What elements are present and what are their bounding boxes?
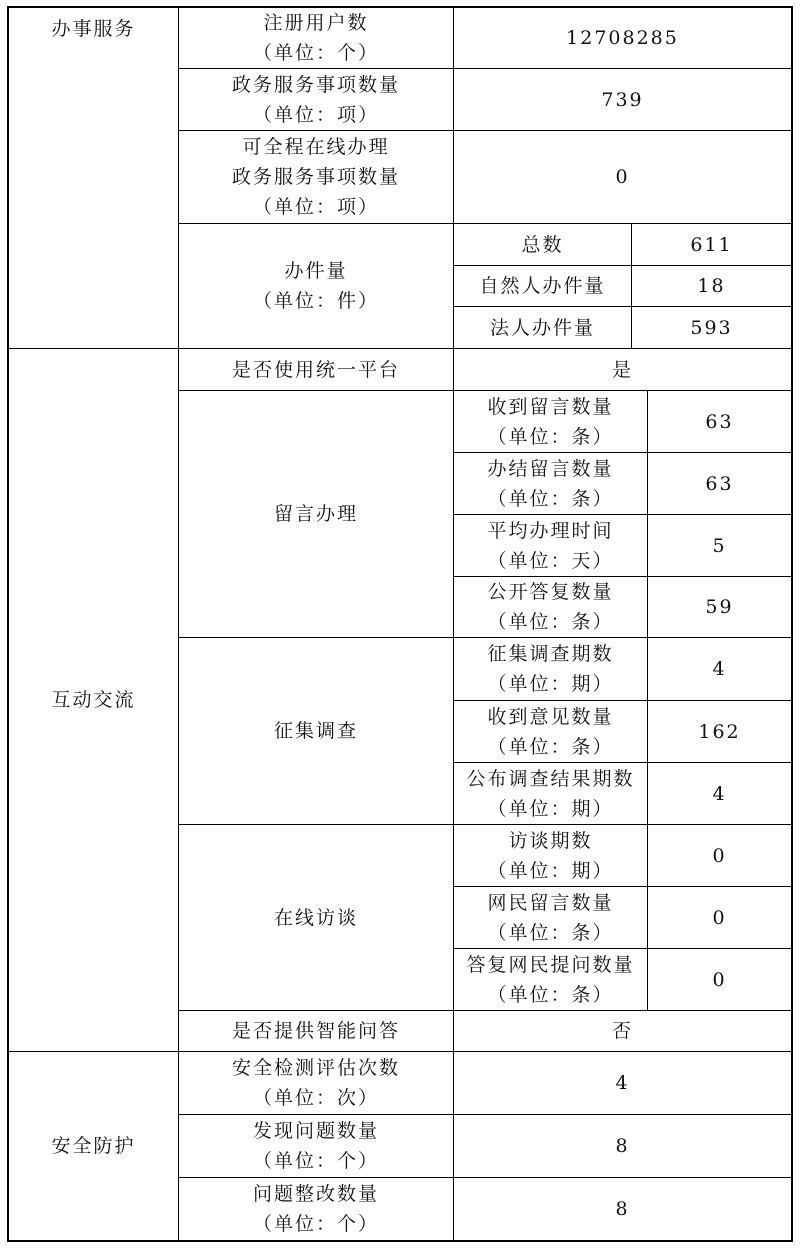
row-label: 发现问题数量 xyxy=(252,1120,379,1142)
survey-results-value-cell xyxy=(648,763,791,824)
row-value: 611 xyxy=(690,233,733,256)
messages-avg-time-value-cell xyxy=(648,515,791,576)
interview-periods-value-cell xyxy=(648,825,791,886)
online-items-label-cell xyxy=(179,131,453,223)
smart-qa-label-cell xyxy=(179,1011,453,1051)
row-label: 问题整改数量 xyxy=(252,1183,379,1205)
row-label: 征集调查期数 xyxy=(487,643,614,665)
messages-avg-time-label-cell xyxy=(454,515,647,576)
survey-group-label-cell xyxy=(179,638,453,824)
row-label: 政务服务事项数量 xyxy=(231,166,400,188)
row-value: 12708285 xyxy=(566,27,679,49)
cases-total-label-cell xyxy=(454,224,631,265)
messages-completed-label-cell xyxy=(454,453,647,514)
messages-received-label-cell xyxy=(454,391,647,452)
row-unit: （单位：个） xyxy=(252,1213,379,1235)
registered-users-label-cell xyxy=(179,8,453,68)
service-items-label-cell xyxy=(179,69,453,130)
cases-natural-label-cell xyxy=(454,266,631,306)
section-header-interaction xyxy=(9,349,178,1051)
row-unit: （单位：项） xyxy=(252,196,379,218)
smart-qa-value-cell xyxy=(454,1011,791,1051)
unified-platform-value-cell xyxy=(454,349,791,390)
row-label: 法人办件量 xyxy=(489,316,595,339)
row-value: 63 xyxy=(705,472,734,495)
section-label: 办事服务 xyxy=(51,18,136,40)
row-label: 公布调查结果期数 xyxy=(466,767,635,790)
row-value: 59 xyxy=(705,596,734,618)
row-value: 4 xyxy=(615,1072,630,1094)
table-border-right xyxy=(791,6,793,1242)
service-items-value-cell xyxy=(454,69,791,130)
issues-fixed-label-cell xyxy=(179,1178,453,1240)
section-label: 安全防护 xyxy=(51,1135,136,1157)
messages-public-replies-value-cell xyxy=(648,577,791,637)
row-unit: （单位：期） xyxy=(487,859,614,882)
cases-natural-value-cell xyxy=(632,266,791,306)
row-label: 自然人办件量 xyxy=(479,275,606,297)
row-unit: （单位：次） xyxy=(252,1087,379,1109)
section-header-security xyxy=(9,1052,178,1240)
interview-group-label-cell xyxy=(179,825,453,1010)
table-border-bottom xyxy=(7,1240,793,1242)
row-value: 否 xyxy=(611,1020,633,1042)
row-value: 8 xyxy=(615,1198,630,1220)
row-label: 收到意见数量 xyxy=(487,705,614,728)
interview-answers-value-cell xyxy=(648,949,791,1010)
row-label: 是否使用统一平台 xyxy=(231,358,400,381)
messages-completed-value-cell xyxy=(648,453,791,514)
row-value: 0 xyxy=(712,968,727,991)
row-label: 网民留言数量 xyxy=(487,891,614,914)
survey-opinions-label-cell xyxy=(454,701,647,762)
row-value: 63 xyxy=(705,410,734,433)
row-unit: （单位：条） xyxy=(487,425,614,448)
interview-messages-value-cell xyxy=(648,887,791,948)
unified-platform-label-cell xyxy=(179,349,453,390)
row-value: 8 xyxy=(615,1135,630,1157)
messages-public-replies-label-cell xyxy=(454,577,647,637)
row-label: 访谈期数 xyxy=(508,829,593,852)
interview-answers-label-cell xyxy=(454,949,647,1010)
messages-group-label-cell xyxy=(179,391,453,637)
survey-periods-value-cell xyxy=(648,638,791,700)
row-unit: （单位：条） xyxy=(487,735,614,758)
row-unit: （单位：项） xyxy=(252,103,379,126)
row-label: 公开答复数量 xyxy=(487,581,614,603)
row-value: 162 xyxy=(698,720,741,743)
row-label: 是否提供智能问答 xyxy=(231,1020,400,1042)
survey-periods-label-cell xyxy=(454,638,647,700)
row-label: 可全程在线办理 xyxy=(242,136,390,158)
group-label: 征集调查 xyxy=(273,720,358,742)
issues-fixed-value-cell xyxy=(454,1178,791,1240)
group-label: 在线访谈 xyxy=(273,906,358,929)
section-header-service xyxy=(9,8,178,348)
row-value: 739 xyxy=(601,88,644,111)
row-unit: （单位：期） xyxy=(487,797,614,820)
row-label: 政务服务事项数量 xyxy=(231,73,400,96)
row-value: 是 xyxy=(611,358,633,381)
row-unit: （单位：条） xyxy=(487,611,614,633)
survey-opinions-value-cell xyxy=(648,701,791,762)
cases-label-cell xyxy=(179,224,453,348)
row-value: 18 xyxy=(697,275,726,297)
row-value: 4 xyxy=(712,782,727,805)
row-value: 4 xyxy=(712,658,727,680)
cases-legal-label-cell xyxy=(454,307,631,348)
interview-messages-label-cell xyxy=(454,887,647,948)
cases-total-value-cell xyxy=(632,224,791,265)
row-unit: （单位：件） xyxy=(252,290,379,312)
row-label: 注册用户数 xyxy=(263,12,369,34)
registered-users-value-cell xyxy=(454,8,791,68)
row-label: 平均办理时间 xyxy=(487,519,614,542)
row-value: 0 xyxy=(615,166,630,188)
row-value: 0 xyxy=(712,906,727,929)
row-value: 0 xyxy=(712,844,727,867)
row-label: 答复网民提问数量 xyxy=(466,953,635,976)
evaluations-label-cell xyxy=(179,1052,453,1114)
row-label: 收到留言数量 xyxy=(487,395,614,418)
row-label: 办件量 xyxy=(284,260,348,282)
row-label: 安全检测评估次数 xyxy=(231,1057,400,1079)
online-items-value-cell xyxy=(454,131,791,223)
section-label: 互动交流 xyxy=(51,689,136,711)
messages-received-value-cell xyxy=(648,391,791,452)
row-unit: （单位：天） xyxy=(487,549,614,572)
row-value: 593 xyxy=(690,316,733,339)
evaluations-value-cell xyxy=(454,1052,791,1114)
interview-periods-label-cell xyxy=(454,825,647,886)
row-label: 办结留言数量 xyxy=(487,457,614,480)
issues-found-label-cell xyxy=(179,1115,453,1177)
row-unit: （单位：条） xyxy=(487,921,614,944)
cases-legal-value-cell xyxy=(632,307,791,348)
group-label: 留言办理 xyxy=(273,503,358,525)
row-unit: （单位：个） xyxy=(252,1150,379,1172)
row-unit: （单位：期） xyxy=(487,673,614,695)
row-unit: （单位：条） xyxy=(487,983,614,1006)
row-unit: （单位：个） xyxy=(252,42,379,64)
row-label: 总数 xyxy=(521,233,564,256)
survey-results-label-cell xyxy=(454,763,647,824)
issues-found-value-cell xyxy=(454,1115,791,1177)
row-value: 5 xyxy=(712,534,727,557)
row-unit: （单位：条） xyxy=(487,487,614,510)
